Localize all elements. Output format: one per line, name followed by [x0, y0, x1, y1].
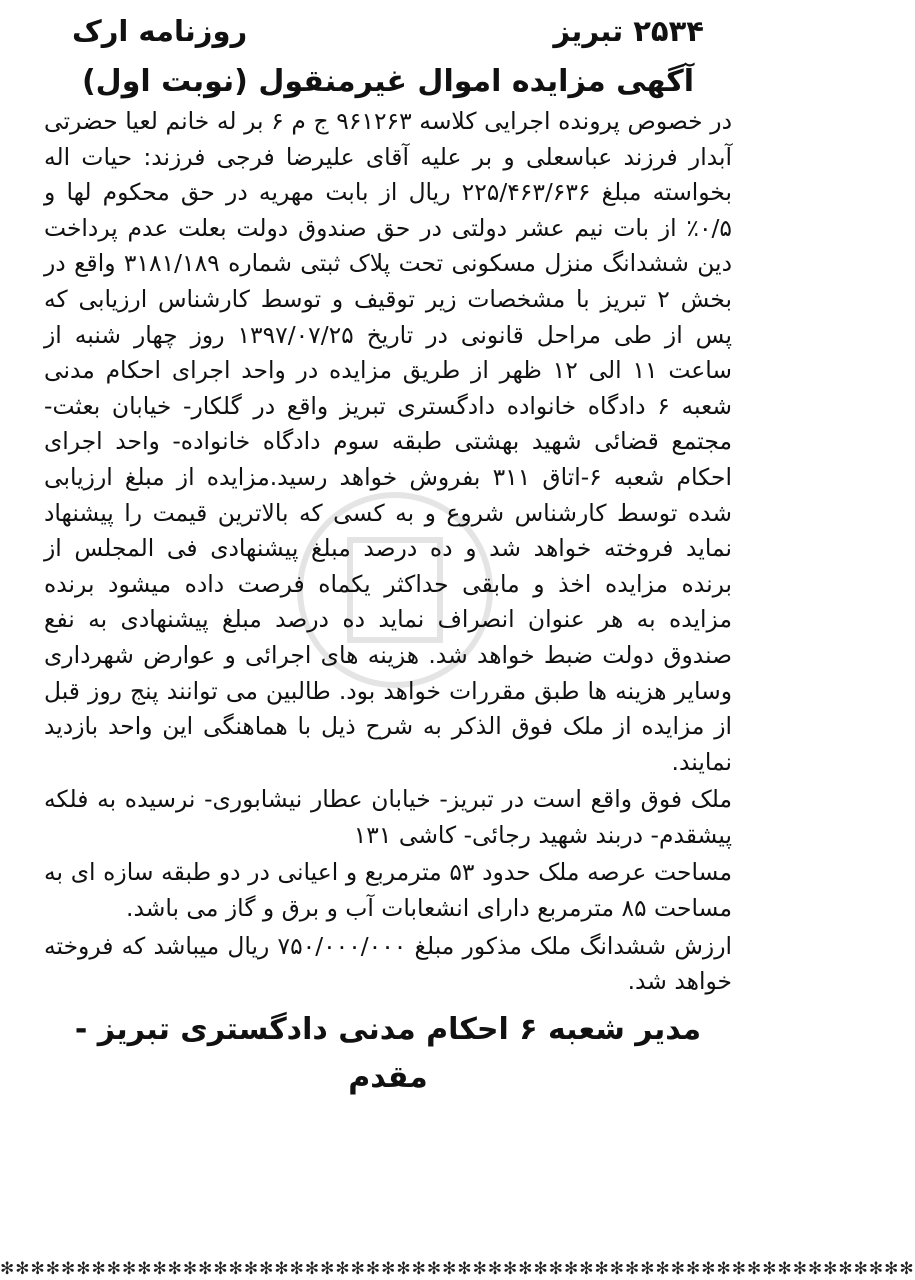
notice-paragraph-area: مساحت عرصه ملک حدود ۵۳ مترمربع و اعیانی در دو طبقه سازه ای به مساحت ۸۵ مترمربع دارای انشعابات آب و برق و گاز می باشد.	[44, 858, 732, 923]
bottom-border-stars: ✻✻✻✻✻✻✻✻✻✻✻✻✻✻✻✻✻✻✻✻✻✻✻✻✻✻✻✻✻✻✻✻✻✻✻✻✻✻✻✻✻✻✻✻✻✻✻✻✻✻✻✻✻✻✻✻✻✻✻✻	[0, 1259, 915, 1279]
notice-signature: مدیر شعبه ۶ احکام مدنی دادگستری تبریز - مقدم	[74, 1011, 702, 1095]
notice-paragraph-address: ملک فوق واقع است در تبریز- خیابان عطار نیشابوری- نرسیده به فلکه پیشقدم- دربند شهید رجائی- کاشی ۱۳۱	[44, 785, 732, 849]
newspaper-name: روزنامه ارک	[72, 14, 248, 48]
notice-paragraph-main: در خصوص پرونده اجرایی کلاسه ۹۶۱۲۶۳ ج م ۶ بر له خانم لعیا حضرتی آبدار فرزند عباسعلی و بر علیه آقای علیرضا فرجی فرزند: حیات اله بخواسته مبلغ ۲۲۵/۴۶۳/۶۳۶ ریال از بابت مهریه در حق محکوم لها و ۰/۵٪ از بات نیم عشر دولتی در حق صندوق دولت بعلت عدم پرداخت دین ششدانگ منزل مسکونی تحت پلاک ثبتی شماره ۳۱۸۱/۱۸۹ واقع در بخش ۲ تبریز با مشخصات زیر توقیف و توسط کارشناس ارزیابی که پس از طی مراحل قانونی در تاریخ ۱۳۹۷/۰۷/۲۵ روز چهار شنبه از ساعت ۱۱ الی ۱۲ ظهر از طریق مزایده در واحد اجرای احکام مدنی شعبه ۶ دادگاه خانواده دادگستری تبریز واقع در گلکار- خیابان بعثت- مجتمع قضائی شهید بهشتی طبقه سوم دادگاه خانواده- واحد اجرای احکام شعبه ۶-اتاق ۳۱۱ بفروش خواهد رسید.مزایده از مبلغ ارزیابی شده توسط کارشناس شروع و به کسی که بالاترین قیمت را پیشنهاد نماید فروخته خواهد شد و ده درصد مبلغ پیشنهادی فی المجلس از برنده مزایده اخذ و مابقی حداکثر یکماه فرصت داده میشود برنده مزایده به هر عنوان انصراف نماید ده درصد مبلغ پیشنهادی به نفع صندوق دولت ضبط خواهد شد. هزینه های اجرائی و عوارض شهرداری وسایر هزینه ها طبق مقررات خواهد بود. طالبین می توانند پنج روز قبل از مزایده از ملک فوق الذکر به شرح ذیل با هماهنگی این واحد بازدید نمایند.	[44, 107, 733, 776]
notice-paragraph-value: ارزش ششدانگ ملک مذکور مبلغ ۷۵۰/۰۰۰/۰۰۰ ریال میباشد که فروخته خواهد شد.	[44, 931, 732, 996]
notice-title: آگهی مزایده اموال غیرمنقول (نوبت اول)	[81, 64, 695, 99]
notice-header	[44, 14, 732, 60]
notice-code-city: ۲۵۳۴ تبریز	[553, 14, 704, 48]
